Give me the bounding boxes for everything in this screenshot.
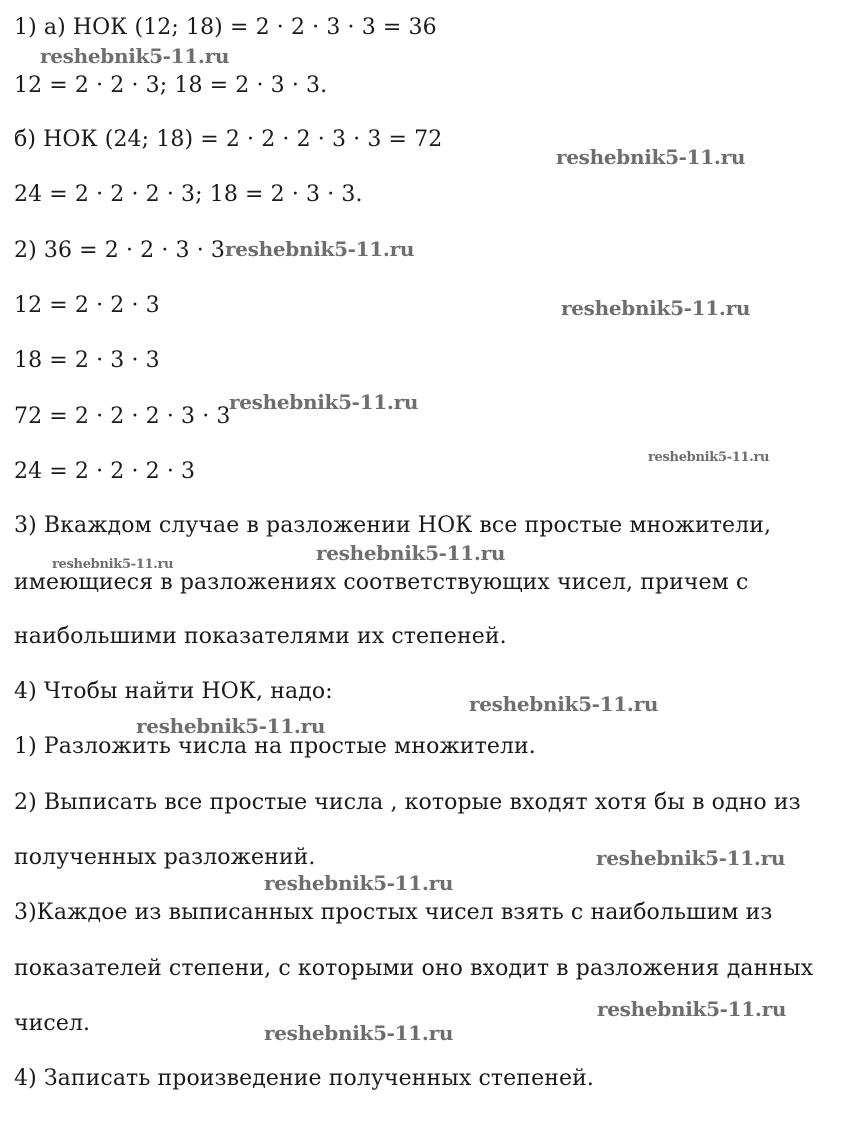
watermark: reshebnik5-11.ru [264,1021,454,1045]
text-line-16: полученных разложений. [14,845,316,870]
text-line-10: 3) Вкаждом случае в разложении НОК все простые множители, [14,513,772,538]
watermark: reshebnik5-11.ru [52,557,174,572]
text-line-17: 3)Каждое из выписанных простых чисел взять с наибольшим из [14,900,773,925]
watermark: reshebnik5-11.ru [596,846,786,870]
watermark: reshebnik5-11.ru [648,450,770,465]
watermark: reshebnik5-11.ru [561,296,751,320]
text-line-3: б) НОК (24; 18) = 2 · 2 · 2 · 3 · 3 = 72 [14,127,443,152]
text-line-18: показателей степени, с которыми оно входит в разложения данных [14,956,814,981]
text-line-9: 24 = 2 · 2 · 2 · 3 [14,459,196,484]
text-line-8: 72 = 2 · 2 · 2 · 3 · 3 [14,404,231,429]
text-line-15: 2) Выписать все простые числа , которые входят хотя бы в одно из [14,790,801,815]
text-line-19: чисел. [14,1011,91,1036]
watermark: reshebnik5-11.ru [556,145,746,169]
watermark: reshebnik5-11.ru [225,237,415,261]
watermark: reshebnik5-11.ru [469,692,659,716]
text-line-7: 18 = 2 · 3 · 3 [14,348,160,373]
text-line-4: 24 = 2 · 2 · 2 · 3; 18 = 2 · 3 · 3. [14,182,363,207]
watermark: reshebnik5-11.ru [136,714,326,738]
text-line-13: 4) Чтобы найти НОК, надо: [14,679,333,704]
watermark: reshebnik5-11.ru [316,541,506,565]
text-line-5: 2) 36 = 2 · 2 · 3 · 3 [14,238,226,263]
text-line-11: имеющиеся в разложениях соответствующих чисел, причем с [14,570,749,595]
text-line-6: 12 = 2 · 2 · 3 [14,293,160,318]
text-line-20: 4) Записать произведение полученных степеней. [14,1066,594,1091]
watermark: reshebnik5-11.ru [597,997,787,1021]
text-line-14: 1) Разложить числа на простые множители. [14,734,536,759]
text-line-1: 1) а) НОК (12; 18) = 2 · 2 · 3 · 3 = 36 [14,15,437,40]
text-line-2: 12 = 2 · 2 · 3; 18 = 2 · 3 · 3. [14,73,328,98]
watermark: reshebnik5-11.ru [229,390,419,414]
watermark: reshebnik5-11.ru [264,871,454,895]
text-line-12: наибольшими показателями их степеней. [14,624,507,649]
watermark: reshebnik5-11.ru [40,44,230,68]
